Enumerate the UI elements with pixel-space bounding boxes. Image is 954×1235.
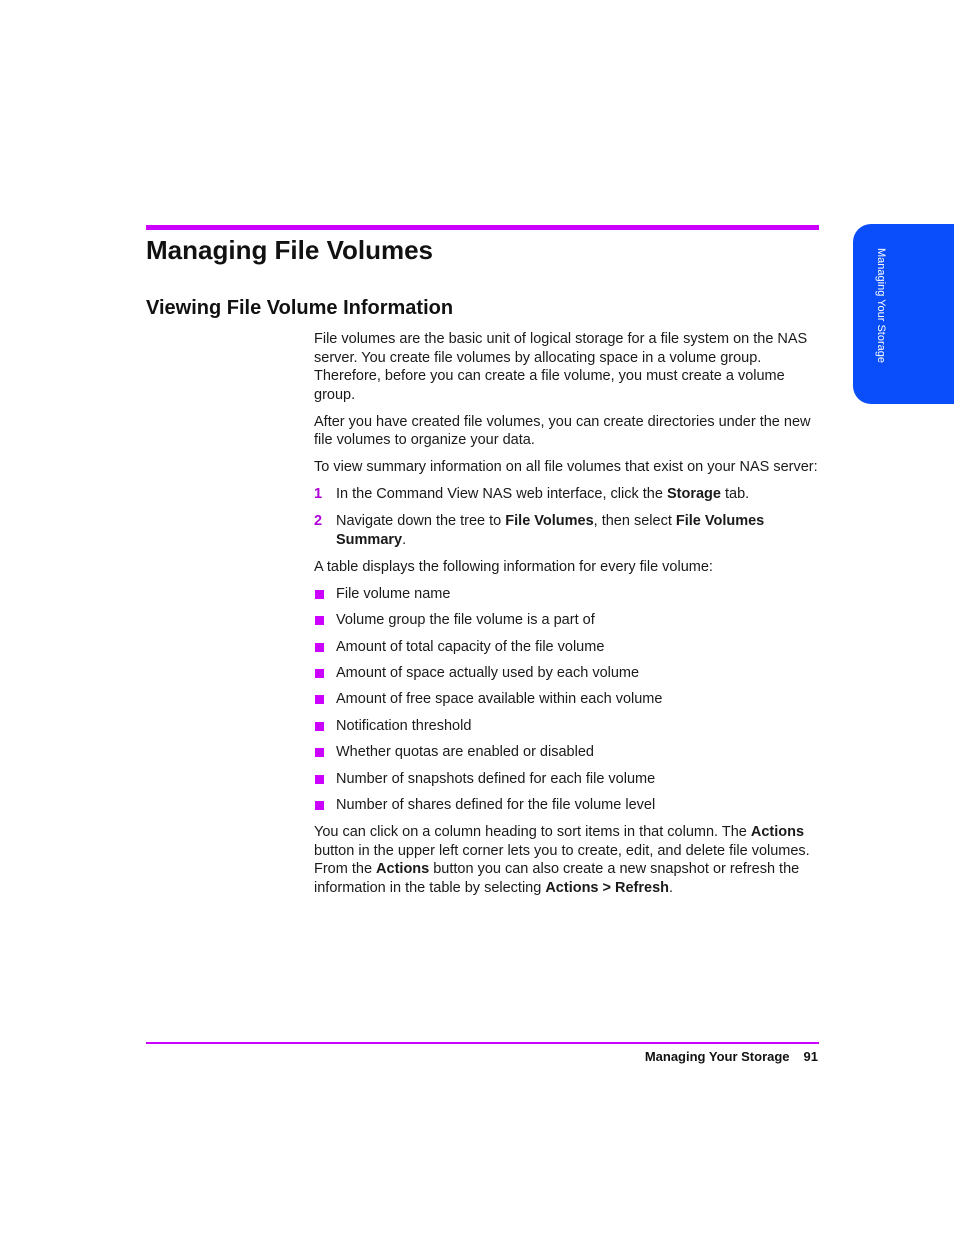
closing-paragraph: [314, 823, 820, 897]
list-item: [314, 770, 820, 789]
step-bold: File Volumes Summary: [336, 513, 765, 548]
side-tab: [853, 224, 954, 404]
table-intro: A table displays the following information for every file volume:: [314, 558, 713, 575]
step-text: Navigate down the tree to: [336, 513, 506, 530]
step-text: tab.: [720, 486, 750, 503]
list-item: [314, 743, 820, 762]
side-tab-label: Managing Your Storage: [875, 248, 887, 363]
square-bullet-icon: [315, 775, 324, 784]
list-item-text: Volume group the file volume is a part of: [336, 612, 595, 629]
chapter-title: Managing File Volumes: [146, 235, 434, 265]
closing-text: button you can also create a new snapshot or refresh the information in the table by selecting: [314, 861, 800, 896]
step-text: In the Command View NAS web interface, click the: [336, 486, 667, 503]
list-item-text: Amount of space actually used by each volume: [336, 665, 640, 682]
closing-text: button in the upper left corner lets you to create, edit, and delete file volumes. From the: [314, 842, 810, 878]
square-bullet-icon: [315, 722, 324, 731]
list-item: [314, 796, 820, 815]
square-bullet-icon: [315, 669, 324, 678]
footer-title: Managing Your Storage: [644, 1049, 790, 1064]
list-item-text: Whether quotas are enabled or disabled: [336, 744, 594, 761]
square-bullet-icon: [315, 801, 324, 810]
paragraph: After you have created file volumes, you can create directories under the new file volumes to organize your data.: [314, 413, 811, 449]
list-item-text: Amount of total capacity of the file volume: [336, 638, 605, 655]
list-item: [314, 690, 820, 709]
step-bold: Storage: [666, 486, 721, 503]
step-number: 2: [314, 513, 323, 530]
square-bullet-icon: [315, 616, 324, 625]
list-item-text: Number of snapshots defined for each file volume: [336, 770, 656, 787]
list-item: [314, 585, 820, 604]
closing-bold: Actions > Refresh: [545, 879, 670, 896]
step-bold: File Volumes: [505, 513, 594, 530]
step-list: [314, 485, 820, 549]
list-item: [314, 638, 820, 657]
list-item: [314, 717, 820, 736]
list-item-text: File volume name: [336, 585, 451, 602]
closing-text: You can click on a column heading to sort items in that column. The: [314, 823, 751, 840]
list-item: [314, 664, 820, 683]
list-item: [314, 611, 820, 630]
step-item: [314, 512, 820, 549]
top-rule: [146, 225, 819, 230]
list-item-text: Amount of free space available within each volume: [336, 691, 663, 708]
step-item: [314, 485, 820, 504]
page-footer: [600, 1049, 818, 1064]
closing-text: .: [669, 879, 674, 896]
list-item-text: Number of shares defined for the file volume level: [336, 797, 656, 813]
square-bullet-icon: [315, 643, 324, 652]
paragraph: To view summary information on all file volumes that exist on your NAS server:: [314, 459, 818, 476]
square-bullet-icon: [315, 748, 324, 757]
body-text: [314, 330, 820, 906]
closing-bold: Actions: [750, 823, 805, 840]
paragraph: File volumes are the basic unit of logical storage for a file system on the NAS server. You create file volumes by allocating space in a volume group. Therefore, before you can create a file volume, you must create a volume group.: [314, 331, 808, 403]
step-text: , then select: [593, 513, 676, 530]
list-item-text: Notification threshold: [336, 717, 472, 734]
section-title: Viewing File Volume Information: [146, 297, 454, 319]
square-bullet-icon: [315, 695, 324, 704]
step-text: .: [402, 531, 407, 548]
square-bullet-icon: [315, 590, 324, 599]
bottom-rule: [146, 1042, 819, 1044]
closing-bold: Actions: [376, 861, 430, 878]
page-number: 91: [803, 1049, 818, 1064]
bullet-list: [314, 585, 820, 815]
step-number: 1: [314, 486, 323, 503]
